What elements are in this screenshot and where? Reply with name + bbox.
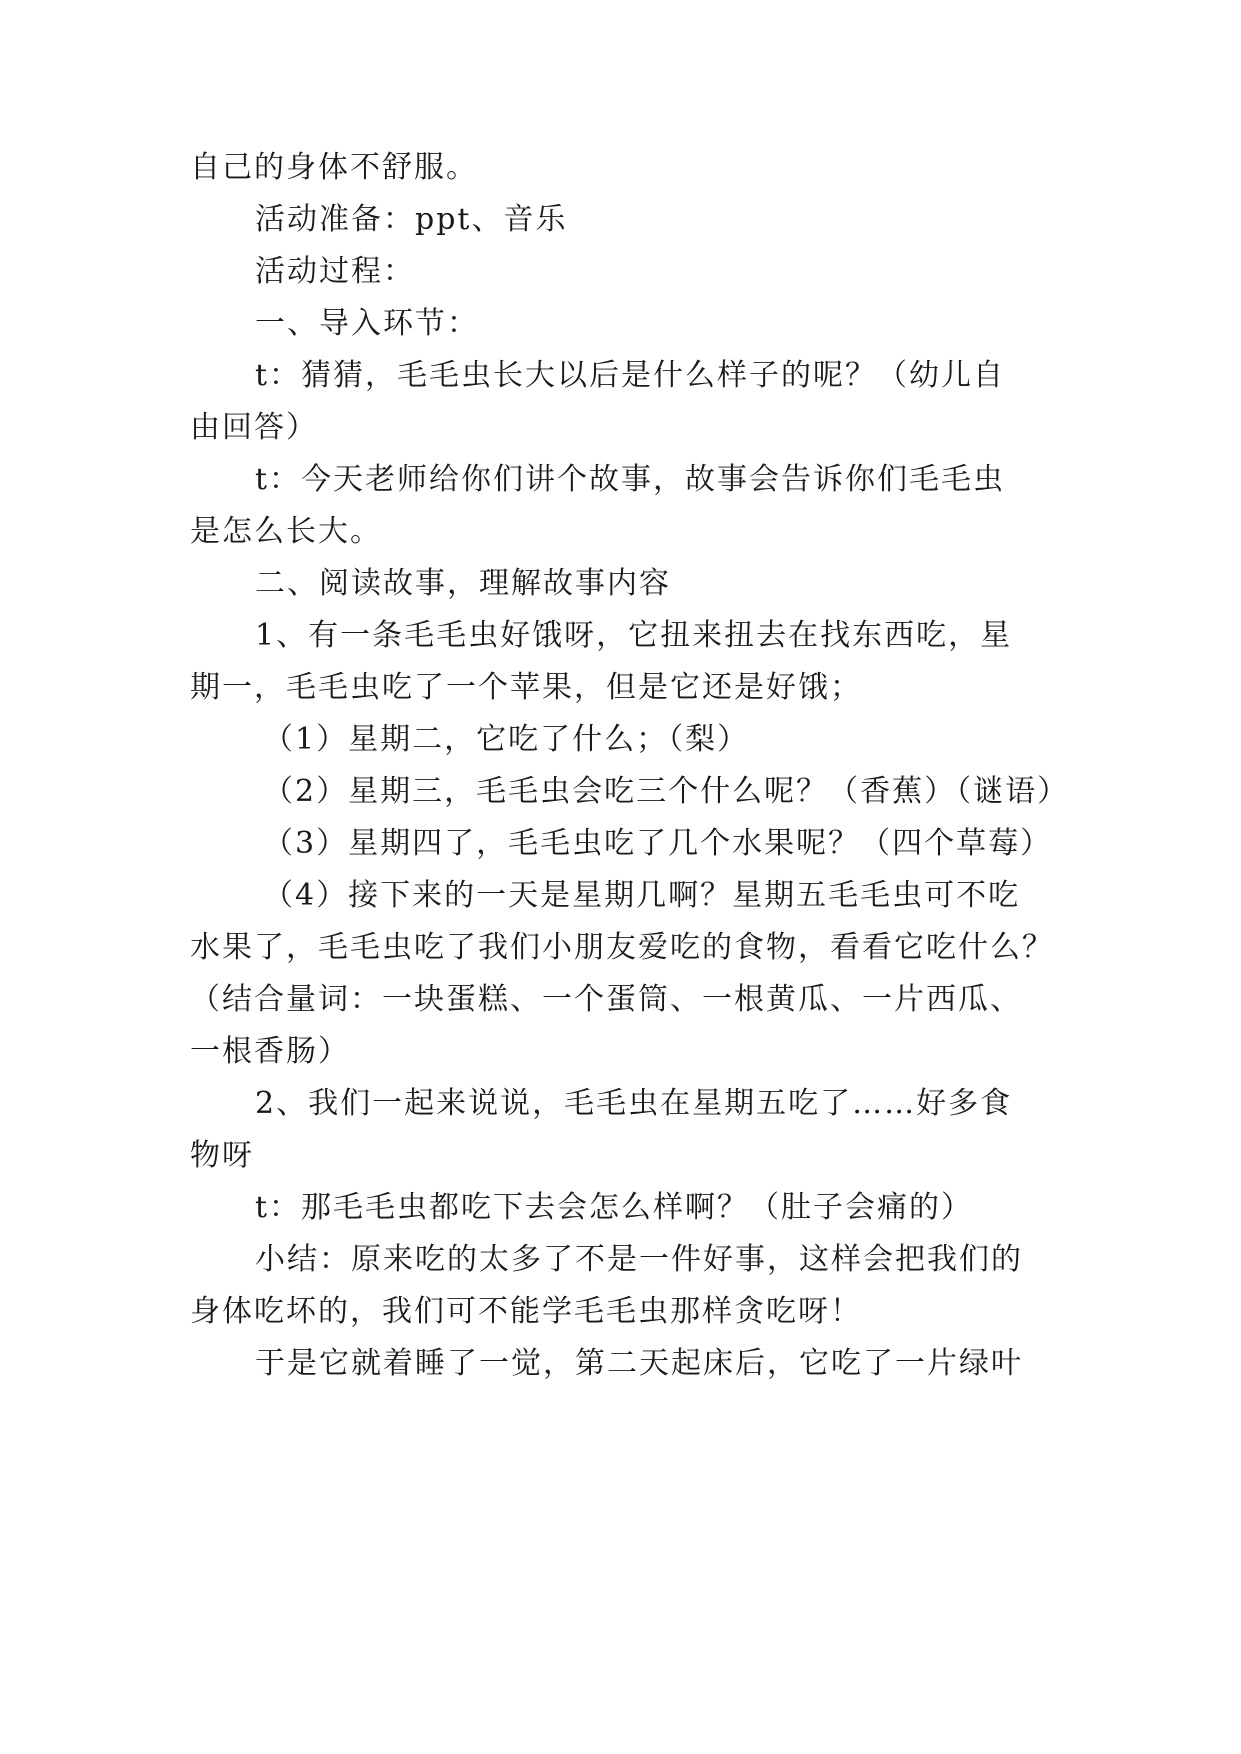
text-line: 身体吃坏的，我们可不能学毛毛虫那样贪吃呀！ [190,1294,862,1329]
text-line: 水果了，毛毛虫吃了我们小朋友爱吃的食物，看看它吃什么？ [190,930,1054,965]
text-line: 1、有一条毛毛虫好饿呀，它扭来扭去在找东西吃，星 [255,618,1013,653]
text-line: 二、阅读故事，理解故事内容 [255,566,671,601]
text-line: t：那毛毛虫都吃下去会怎么样啊？（肚子会痛的） [255,1190,974,1225]
text-line: 一、导入环节： [255,306,479,341]
text-line: 于是它就着睡了一觉，第二天起床后，它吃了一片绿叶 [255,1346,1023,1381]
text-line: 是怎么长大。 [190,514,382,549]
text-line: （3）星期四了，毛毛虫吃了几个水果呢？（四个草莓） [263,826,1053,861]
text-line: t：今天老师给你们讲个故事，故事会告诉你们毛毛虫 [255,462,1006,497]
text-line: 活动准备：ppt、音乐 [255,202,568,237]
text-line: 期一，毛毛虫吃了一个苹果，但是它还是好饿； [190,670,862,705]
text-line: （结合量词：一块蛋糕、一个蛋筒、一根黄瓜、一片西瓜、 [190,982,1022,1017]
text-line: t：猜猜，毛毛虫长大以后是什么样子的呢？（幼儿自 [255,358,1006,393]
text-line: 一根香肠） [190,1034,350,1069]
text-line: 自己的身体不舒服。 [190,150,478,185]
text-line: 活动过程： [255,254,415,289]
text-line: 由回答） [190,410,318,445]
text-line: 2、我们一起来说说，毛毛虫在星期五吃了……好多食 [255,1086,1013,1121]
text-line: （2）星期三，毛毛虫会吃三个什么呢？（香蕉）（谜语） [263,774,1070,809]
text-line: （4）接下来的一天是星期几啊？星期五毛毛虫可不吃 [263,878,1021,913]
text-line: 小结：原来吃的太多了不是一件好事，这样会把我们的 [255,1242,1023,1277]
text-line: （1）星期二，它吃了什么；（梨） [263,722,750,757]
text-line: 物呀 [190,1138,254,1173]
